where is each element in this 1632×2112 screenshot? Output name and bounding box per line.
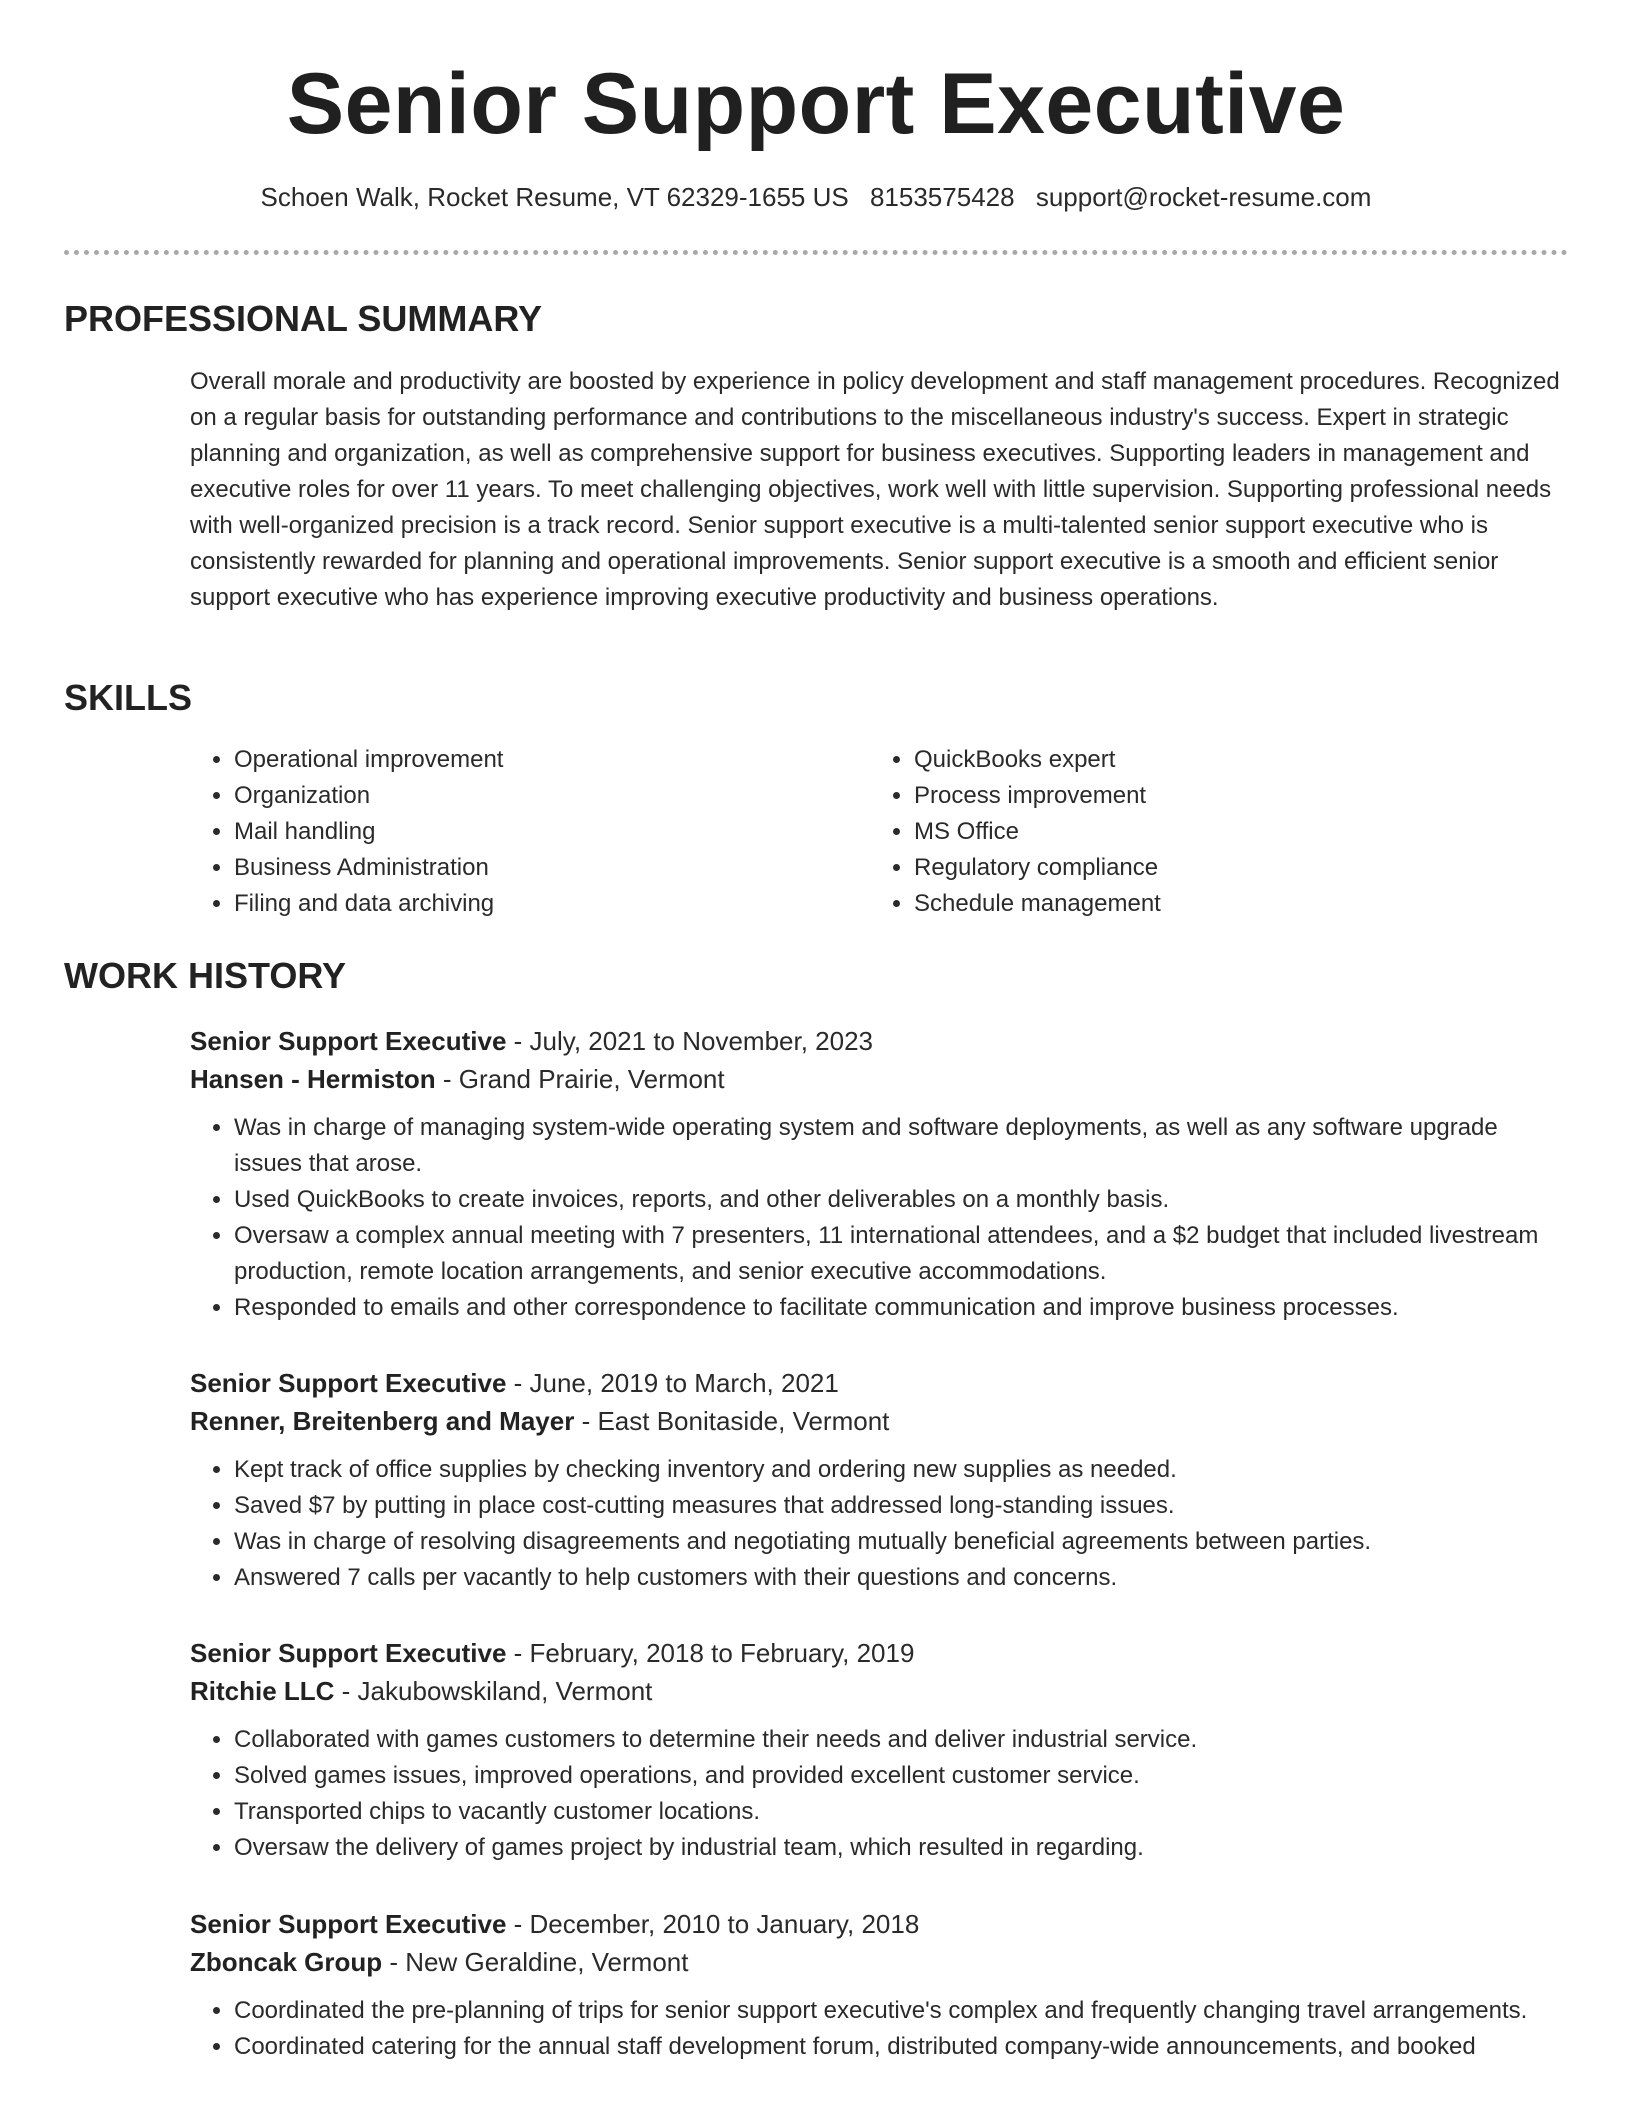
job-company-line	[190, 1402, 1568, 1440]
job-bullet: • Was in charge of managing system-wide operating system and software deployments, as well as any software upgrade issues that arose.	[234, 1110, 1568, 1182]
job-bullet: • Saved $7 by putting in place cost-cutting measures that addressed long-standing issues.	[234, 1488, 1568, 1524]
job-bullets	[190, 1452, 1568, 1596]
header-divider	[64, 250, 1568, 255]
skill-item: • Organization	[234, 778, 830, 814]
skill-item: • Mail handling	[234, 814, 830, 850]
job-entry	[190, 1905, 1568, 2065]
job-location: - New Geraldine, Vermont	[382, 1947, 689, 1977]
skills-section-title: SKILLS	[64, 677, 193, 718]
job-company: Hansen - Hermiston	[190, 1064, 436, 1094]
skill-item: • QuickBooks expert	[914, 742, 1510, 778]
job-location: - East Bonitaside, Vermont	[574, 1406, 890, 1436]
job-role: Senior Support Executive	[190, 1368, 507, 1398]
job-role: Senior Support Executive	[190, 1909, 507, 1939]
job-bullet: • Was in charge of resolving disagreements and negotiating mutually beneficial agreements between parties.	[234, 1524, 1568, 1560]
job-title-line	[190, 1905, 1568, 1943]
job-bullet: • Solved games issues, improved operations, and provided excellent customer service.	[234, 1758, 1568, 1794]
job-bullet: • Answered 7 calls per vacantly to help customers with their questions and concerns.	[234, 1560, 1568, 1596]
skill-item: • Schedule management	[914, 886, 1510, 922]
skill-item: • Process improvement	[914, 778, 1510, 814]
job-entry	[190, 1364, 1568, 1596]
job-bullets	[190, 1993, 1568, 2065]
job-bullet: • Oversaw the delivery of games project by industrial team, which resulted in regarding.	[234, 1830, 1568, 1866]
job-bullets	[190, 1110, 1568, 1326]
job-entry	[190, 1022, 1568, 1326]
skill-item: • MS Office	[914, 814, 1510, 850]
skills-column-right	[870, 742, 1510, 922]
job-role: Senior Support Executive	[190, 1026, 507, 1056]
job-bullet: • Coordinated the pre-planning of trips for senior support executive's complex and frequently changing travel arrangements.	[234, 1993, 1568, 2029]
skill-item: • Filing and data archiving	[234, 886, 830, 922]
job-company-line	[190, 1060, 1568, 1098]
work-history-section-title: WORK HISTORY	[64, 955, 347, 996]
job-bullet: • Coordinated catering for the annual staff development forum, distributed company-wide announcements, and booked	[234, 2029, 1568, 2065]
job-role: Senior Support Executive	[190, 1638, 507, 1668]
contact-email: support@rocket-resume.com	[1035, 182, 1372, 212]
job-company: Ritchie LLC	[190, 1676, 335, 1706]
contact-phone: 8153575428	[869, 182, 1015, 212]
job-company: Zboncak Group	[190, 1947, 383, 1977]
job-company-line	[190, 1672, 1568, 1710]
job-bullet: • Transported chips to vacantly customer locations.	[234, 1794, 1568, 1830]
job-bullet: • Used QuickBooks to create invoices, reports, and other deliverables on a monthly basis.	[234, 1182, 1568, 1218]
job-bullets	[190, 1722, 1568, 1866]
job-bullet: • Responded to emails and other correspondence to facilitate communication and improve business processes.	[234, 1290, 1568, 1326]
job-bullet: • Collaborated with games customers to determine their needs and deliver industrial service.	[234, 1722, 1568, 1758]
job-dates: - February, 2018 to February, 2019	[506, 1638, 915, 1668]
job-dates: - June, 2019 to March, 2021	[506, 1368, 839, 1398]
job-location: - Jakubowskiland, Vermont	[334, 1676, 653, 1706]
summary-text: Overall morale and productivity are boosted by experience in policy development and staff management procedures. Recognized on a regular basis for outstanding performance and contributions to the miscellaneous industry's success. Expert in strategic planning and organization, as well as comprehensive support for business executives. Supporting leaders in management and executive roles for over 11 years. To meet challenging objectives, work well with little supervision. Supporting professional needs with well-organized precision is a track record. Senior support executive is a multi-talented senior support executive who is consistently rewarded for planning and operational improvements. Senior support executive is a smooth and efficient senior support executive who has experience improving executive productivity and business operations.	[190, 368, 1560, 611]
job-entry	[190, 1634, 1568, 1866]
skill-item: • Operational improvement	[234, 742, 830, 778]
job-title-line	[190, 1634, 1568, 1672]
contact-line	[0, 182, 1632, 213]
job-company-line	[190, 1943, 1568, 1981]
job-bullet: • Kept track of office supplies by checking inventory and ordering new supplies as needed.	[234, 1452, 1568, 1488]
job-bullet: • Oversaw a complex annual meeting with 7 presenters, 11 international attendees, and a $2 budget that included livestream production, remote location arrangements, and senior executive accommodations.	[234, 1218, 1568, 1290]
job-company: Renner, Breitenberg and Mayer	[190, 1406, 575, 1436]
resume-name-heading: Senior Support Executive	[286, 56, 1346, 152]
skill-item: • Business Administration	[234, 850, 830, 886]
job-dates: - December, 2010 to January, 2018	[506, 1909, 920, 1939]
contact-address: Schoen Walk, Rocket Resume, VT 62329-1655 US	[260, 182, 849, 212]
job-title-line	[190, 1364, 1568, 1402]
job-dates: - July, 2021 to November, 2023	[506, 1026, 874, 1056]
job-location: - Grand Prairie, Vermont	[435, 1064, 725, 1094]
job-title-line	[190, 1022, 1568, 1060]
summary-section	[190, 364, 1568, 616]
summary-section-title: PROFESSIONAL SUMMARY	[64, 298, 543, 339]
skill-item: • Regulatory compliance	[914, 850, 1510, 886]
skills-column-left	[190, 742, 830, 922]
